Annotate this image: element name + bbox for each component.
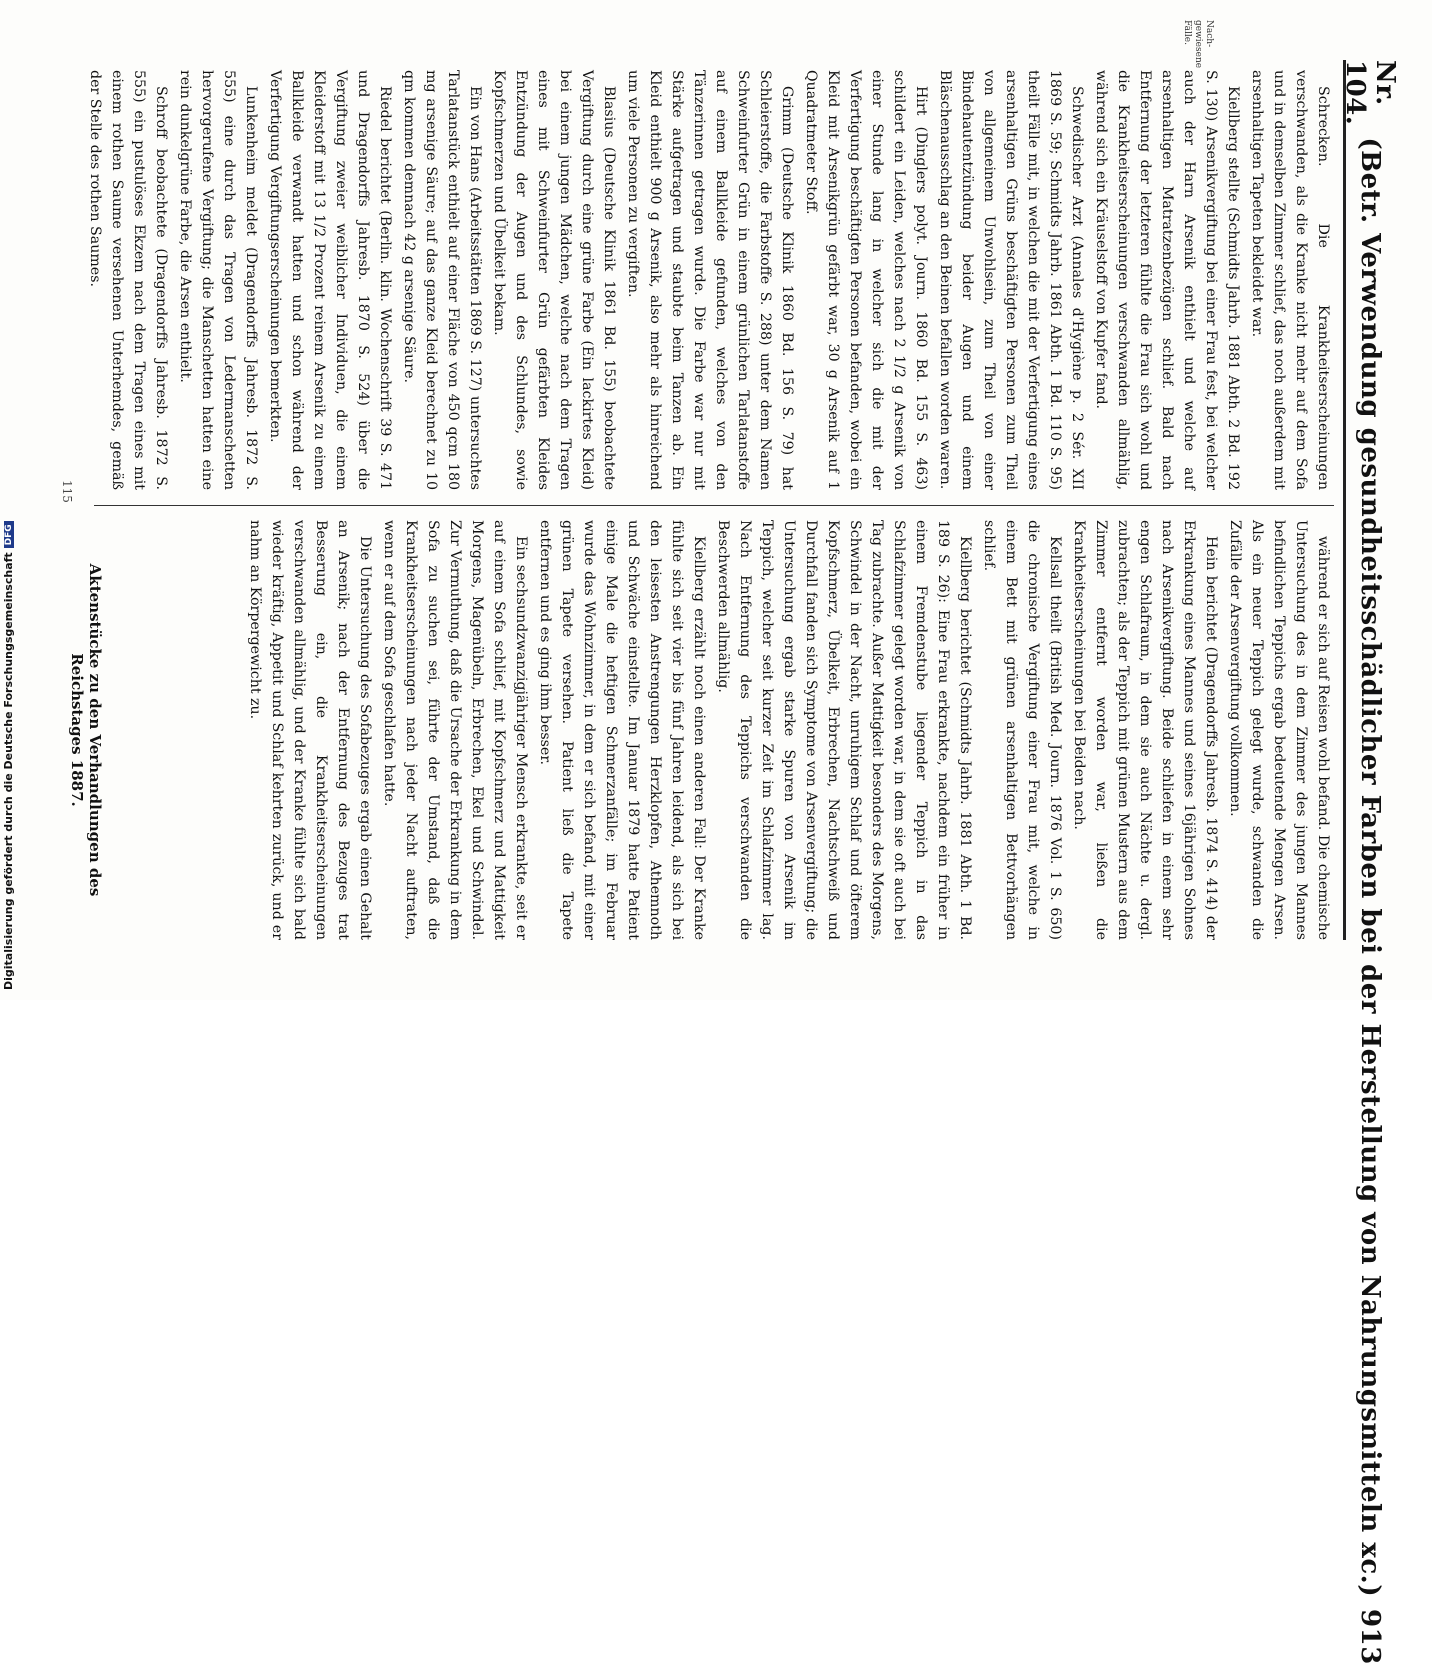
paragraph: Schrecken. Die Krankheitserscheinungen verschwanden, als die Kranke nicht mehr auf dem Sofa und in demselben Zimmer schlief, das noch außerdem mit arsenhaltigen Tapeten bekleidet war. (1249, 70, 1331, 490)
margin-note: Nach-gewiesene Fälle. (1182, 20, 1214, 69)
paragraph: Hein berichtet (Dragendorffs Jahresb. 1874 S. 414) der Erkrankung eines Mannes und seines 16jährigen Sohnes nach Arsenikvergiftung. Beide schliefen in einem sehr engen Schlafraum, in dem sie auch Nächte u. dergl. zubrachten; als der Teppich mit grünen Mustern aus dem Zimmer entfernt worden war, ließen die Krankheitserscheinungen bei Beiden nach. (1071, 520, 1219, 940)
header-rule (1343, 60, 1346, 940)
paragraph: Kiellberg stellte (Schmidts Jahrb. 1881 Abth. 2 Bd. 192 S. 130) Arsenikvergiftung bei einer Frau fest, bei welcher auch der Harn Arsenik enthielt und welche auf arsenhaltigen Matratzenbezügen schlief. Bald nach Entfernung der letzteren fühlte die Frau sich wohl und die Krankheitserscheinungen verschwanden allmählig, während sich ein Kräuselstoff von Kupfer fand. (1093, 70, 1241, 490)
paragraph: Kellsall theilt (British Med. Journ. 1876 Vol. 1 S. 650) die chronische Vergiftung einer Frau mit, welche in einem Bett mit grünen arsenhaltigen Bettvorhängen schlief. (981, 520, 1063, 940)
paragraph: Lunkenheim meldet (Dragendorffs Jahresb. 1872 S. 555) eine durch das Tragen von Ledermanschetten hervorgerufene Vergiftung; die Manschetten hatten eine rein dunkelgrüne Farbe, die Arsen enthielt. (177, 70, 259, 490)
funding-text: Digitalisierung gefördert durch die Deutsche Forschungsgemeinschaft (2, 552, 15, 990)
paragraph: Kiellberg erzählt noch einen anderen Fall: Der Kranke fühlte sich seit vier bis fünf Jahren leidend, als sich bei den leisesten Anstrengungen Herzklopfen, Athemnoth und Schwäche einstellte. Im Januar 1879 hatte Patient einige Male die heftigen Schmerzanfälle; im Februar wurde das Wohnzimmer, in dem er sich befand, mit einer grünen Tapete versehen. Patient ließ die Tapete entfernen und es ging ihm besser. (537, 520, 707, 940)
paragraph: Schwedischer Arzt (Annales d'Hygiène p. 2 Sér. XII 1869 S. 59; Schmidts Jahrb. 1861 Abth. 1 Bd. 110 S. 95) theilt Fälle mit, in welchen die mit der Verfertigung eines arsenhaltigen Grüns beschäftigten Personen zum Theil von allgemeinem Unwohlsein, zum Theil von einer Bindehautentzündung beider Augen und einem Bläschenausschlag an den Beinen befallen worden waren. (937, 70, 1085, 490)
paragraph: Ein von Hans (Arbeitsstätten 1869 S. 127) untersuchtes Tarlatanstück enthielt auf einer Fläche von 450 qcm 180 mg arsenige Säure; auf das ganze Kleid berechnet zu 10 qm kommen demnach 42 g arsenige Säure. (401, 70, 483, 490)
page-title: (Betr. Verwendung gesundheitsschädlicher Farben bei der Herstellung von Nahrungsmitteln xc.) (1355, 137, 1385, 1598)
paragraph: Riedel berichtet (Berlin. klin. Wochenschrift 39 S. 471 und Dragendorffs Jahresb. 1870 S. 524) über die Vergiftung zweier weiblicher Individuen, die einem Kleiderstoff mit 13 1/2 Prozent reinem Arsenik zu einem Ballkleide verwandt hatten und schon während der Verfertigung Vergiftungserscheinungen bemerkten. (267, 70, 393, 490)
page-number: 913 (1355, 1609, 1385, 1665)
paragraph: Ein sechsundzwanzigjähriger Mensch erkrankte, seit er auf einem Sofa schlief, mit Kopfschmerz und Mattigkeit Morgens, Magenübeln, Erbrechen, Ekel und Schwindel. Zur Vermuthung, daß die Ursache der Erkrankung in dem Sofa zu suchen sei, führte der Umstand, daß die Krankheitserscheinungen nach jeder Nacht auftraten, wenn er auf dem Sofa geschlafen hatte. (381, 520, 529, 940)
paragraph: Kiellberg berichtet (Schmidts Jahrb. 1881 Abth. 1 Bd. 189 S. 26): Eine Frau erkrankte, nachdem ein früher in einem Fremdenstube liegender Teppich in das Schlafzimmer gelegt worden war, in dem sie oft auch bei Tag zubrachte. Außer Mattigkeit besonders des Morgens, Schwindel in der Nacht, unruhigem Schlaf und öfterem Kopfschmerz, Übelkeit, Erbrechen, Nachtschweiß und Durchfall fanden sich Symptome von Arsenvergiftung; die Untersuchung ergab starke Spuren von Arsenik im Teppich, welcher seit kurzer Zeit im Schlafzimmer lag. Nach Entfernung des Teppichs verschwanden die Beschwerden allmählig. (715, 520, 973, 940)
page-header (1340, 60, 1400, 1665)
paragraph: Hirt (Dinglers polyt. Journ. 1860 Bd. 155 S. 463) schildert ein Leiden, welches nach 2 1/2 g Arsenik von einer Stunde lang in welcher sich die mit der Verfertigung beschäftigten Personen befanden, wobei ein Kleid mit Arsenikgrün gefärbt war, 30 g Arsenik auf 1 Quadratmeter Stoff. (803, 70, 929, 490)
page-footer-number: 115 (60, 480, 74, 503)
paragraph: Schroff beobachtete (Dragendorffs Jahresb. 1872 S. 555) ein pustulöses Ekzem nach dem Tragen eines mit einem rothen Saume versehenen Unterhemdes, gemäß der Stelle des rothen Saumes. (87, 70, 169, 490)
paragraph: während er sich auf Reisen wohl befand. Die chemische Untersuchung des in dem Zimmer des jungen Mannes befindlichen Teppichs ergab bedeutende Mengen Arsen. Als ein neuer Teppich gelegt wurde, schwanden die Zufälle der Arsenvergiftung vollkommen. (1227, 520, 1331, 940)
paragraph: Blasius (Deutsche Klinik 1861 Bd. 155) beobachtete Vergiftung durch eine grüne Farbe (Ein lackirtes Kleid) bei einem jungen Mädchen, welche nach dem Tragen eines mit Schweinfurter Grün gefärbten Kleides Entzündung der Augen und des Schlundes, sowie Kopfschmerzen und Übelkeit bekam. (491, 70, 617, 490)
footer-note: Aktenstücke zu den Verhandlungen des Reichstages 1887. (68, 563, 104, 897)
text-column-right (94, 520, 1334, 940)
document-number: Nr. 104. (1340, 60, 1400, 126)
dfg-logo: DFG (4, 521, 14, 548)
column-divider (94, 505, 1334, 506)
paragraph: Die Untersuchung des Sofabezuges ergab einen Gehalt an Arsenik; nach der Entfernung des Bezuges trat Besserung ein, die Krankheitserscheinungen verschwanden allmählig, und der Kranke fühlte sich bald wieder kräftig, Appetit und Schlaf kehrten zurück, und er nahm an Körpergewicht zu. (247, 520, 373, 940)
text-column-left (87, 70, 1334, 490)
rotated-document-page (40, 0, 1400, 1665)
paragraph: Grimm (Deutsche Klinik 1860 Bd. 156 S. 79) hat Schleierstoffe, die Farbstoffe S. 288) unter dem Namen Schweinfurter Grün in einem grünlichen Tarlatanstoffe auf einem Ballkleide gefunden, welches von den Tänzerinnen getragen wurde. Die Farbe war nur mit Stärke aufgetragen und staubte beim Tanzen ab. Ein Kleid enthielt 900 g Arsenik, also mehr als hinreichend um viele Personen zu vergiften. (625, 70, 795, 490)
